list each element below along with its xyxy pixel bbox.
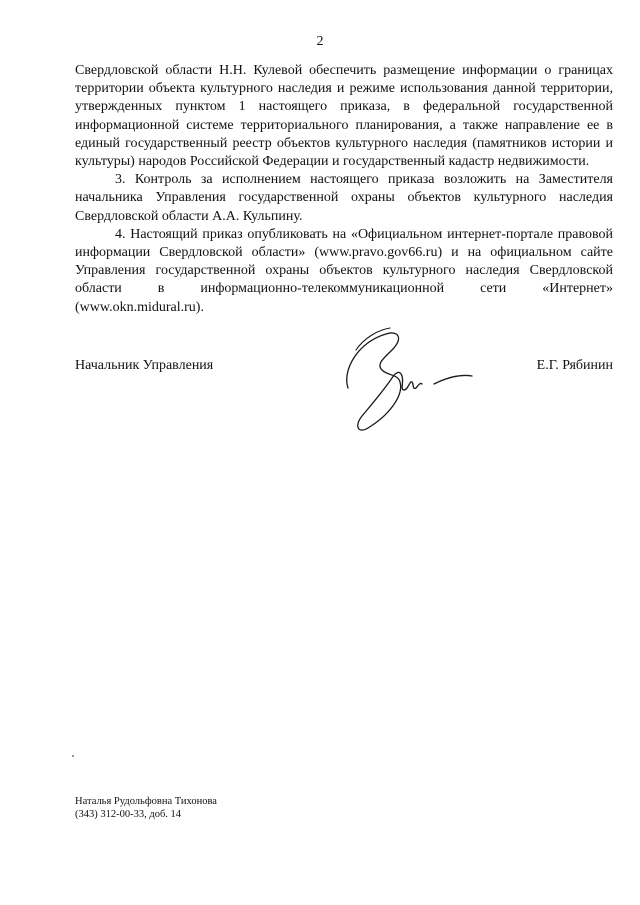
scan-speck: [72, 755, 74, 757]
handwritten-signature-icon: [338, 320, 478, 440]
paragraph-item-4: 4. Настоящий приказ опубликовать на «Официальном интернет-портале правовой информации Свердловской области» (www.pravo.gov66.ru) и на официальном сайте Управления государственной охраны объектов культурного наследия Свердловской области в информационно-телекоммуникационной сети «Интернет» (www.okn.midural.ru).: [75, 226, 613, 315]
document-body: [75, 62, 613, 317]
paragraph-continuation: Свердловской области Н.Н. Кулевой обеспечить размещение информации о границах территории объекта культурного наследия и режиме использования данной территории, утвержденных пунктом 1 настоящего приказа, в федеральной государственной информационной системе территориального планирования, а также направление ее в единый государственный реестр объектов культурного наследия (памятников истории и культуры) народов Российской Федерации и государственный кадастр недвижимости.: [75, 63, 613, 170]
executor-name: Наталья Рудольфовна Тихонова: [75, 796, 217, 807]
paragraph-item-3: 3. Контроль за исполнением настоящего приказа возложить на Заместителя начальника Управления государственной охраны объектов культурного наследия Свердловской области А.А. Кульпину.: [75, 172, 613, 224]
signatory-name: Е.Г. Рябинин: [536, 358, 613, 373]
signatory-title: Начальник Управления: [75, 358, 214, 373]
page-number: 2: [316, 34, 324, 49]
executor-phone: (343) 312-00-33, доб. 14: [75, 809, 182, 820]
executor-footer: [75, 795, 217, 821]
